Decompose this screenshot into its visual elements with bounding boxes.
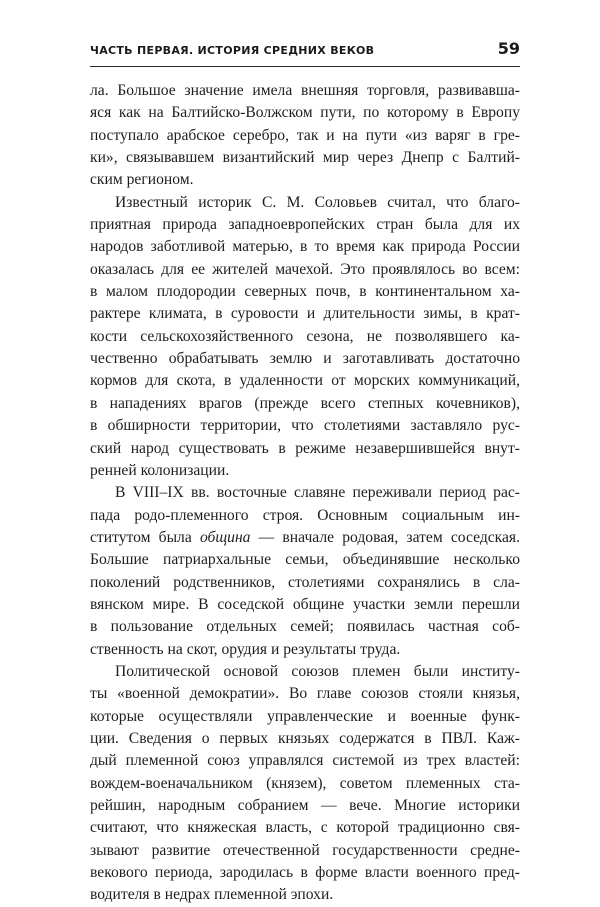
text-fragment: — вначале родовая, затем соседская.	[250, 528, 521, 546]
text-line: вянском мире. В соседской общине участки земли перешли	[90, 595, 520, 613]
paragraph-3	[90, 482, 520, 661]
text-line: чественно обрабатывать землю и заготавливать достаточно	[90, 350, 520, 368]
text-line: рейшин, народным собранием — вече. Многие историки	[90, 797, 520, 814]
page-number: 59	[497, 39, 520, 58]
text-line: зывают развитие отечественной государственности средне-	[90, 841, 520, 859]
text-line: ский народ существовать в режиме незавершившейся внут-	[90, 439, 520, 457]
header-rule	[90, 66, 520, 67]
text-line: В VIII–IX вв. восточные славяне переживали период рас-	[115, 484, 520, 502]
text-line: ла. Большое значение имела внешняя торговля, развивавша-	[90, 82, 520, 99]
text-line: приятная природа западноевропейских стран была для их	[90, 216, 520, 234]
text-line: кости сельскохозяйственного сезона, не позволявшего ка-	[90, 327, 520, 345]
text-line: Политической основой союзов племен были институ-	[115, 662, 520, 680]
text-line	[90, 527, 520, 549]
text-line: пада родо-племенного строя. Основным социальным ин-	[90, 506, 520, 524]
text-line: ственность на скот, орудия и результаты труда.	[90, 640, 401, 658]
text-line: которые осуществляли управленческие и военные функ-	[90, 707, 520, 725]
text-line: ренней колонизации.	[90, 461, 230, 479]
text-fragment: ститутом была	[90, 528, 200, 546]
text-line: считают, что княжеская власть, с которой традиционно свя-	[90, 819, 520, 837]
paragraph-2	[90, 192, 520, 482]
paragraph-4	[90, 661, 520, 907]
text-line: ции. Сведения о первых князьях содержатся в ПВЛ. Каж-	[90, 729, 520, 747]
text-line: Известный историк С. М. Соловьев считал, что благо-	[115, 193, 520, 211]
text-line: ским регионом.	[90, 171, 194, 189]
text-line: народов заботливой матерью, в то время как природа России	[90, 238, 520, 256]
text-line: вождем-военачальником (князем), советом племенных ста-	[90, 774, 520, 792]
text-line: кормов для скота, в удаленности от морских коммуникаций,	[90, 372, 520, 390]
text-line: в пользование отдельных семей; появилась частная соб-	[90, 618, 520, 636]
text-line: в обширности территории, что столетиями заставляло рус-	[90, 417, 520, 435]
text-line: векового периода, зародилась в форме власти военного пред-	[90, 864, 520, 882]
paragraph-1	[90, 80, 520, 192]
text-line: поколений родственников, столетиями сохранялись в сла-	[90, 573, 520, 591]
text-line: ты «военной демократии». Во главе союзов стояли князья,	[90, 685, 520, 703]
text-line: рактере климата, в суровости и длительности зимы, в крат-	[90, 305, 520, 323]
running-head: ЧАСТЬ ПЕРВАЯ. ИСТОРИЯ СРЕДНИХ ВЕКОВ	[90, 44, 375, 57]
text-line: поступало арабское серебро, так и на пути «из варяг в гре-	[90, 126, 520, 144]
text-line: дый племенной союз управлялся системой из трех властей:	[90, 752, 520, 770]
body-text	[90, 80, 520, 907]
emphasized-term: община	[199, 528, 251, 546]
text-line: водителя в недрах племенной эпохи.	[90, 886, 334, 904]
page-header	[90, 39, 520, 64]
text-line: Большие патриархальные семьи, объединявшие несколько	[90, 551, 520, 569]
text-line: яся как на Балтийско-Волжском пути, по которому в Европу	[90, 104, 520, 122]
text-line: в малом плодородии северных почв, в континентальном ха-	[90, 283, 520, 301]
text-line: в нападениях врагов (прежде всего степных кочевников),	[90, 394, 520, 412]
text-line: оказалась для ее жителей мачехой. Это проявлялось во всем:	[90, 260, 520, 278]
text-line: ки», связывавшем византийский мир через Днепр с Балтий-	[90, 149, 520, 167]
